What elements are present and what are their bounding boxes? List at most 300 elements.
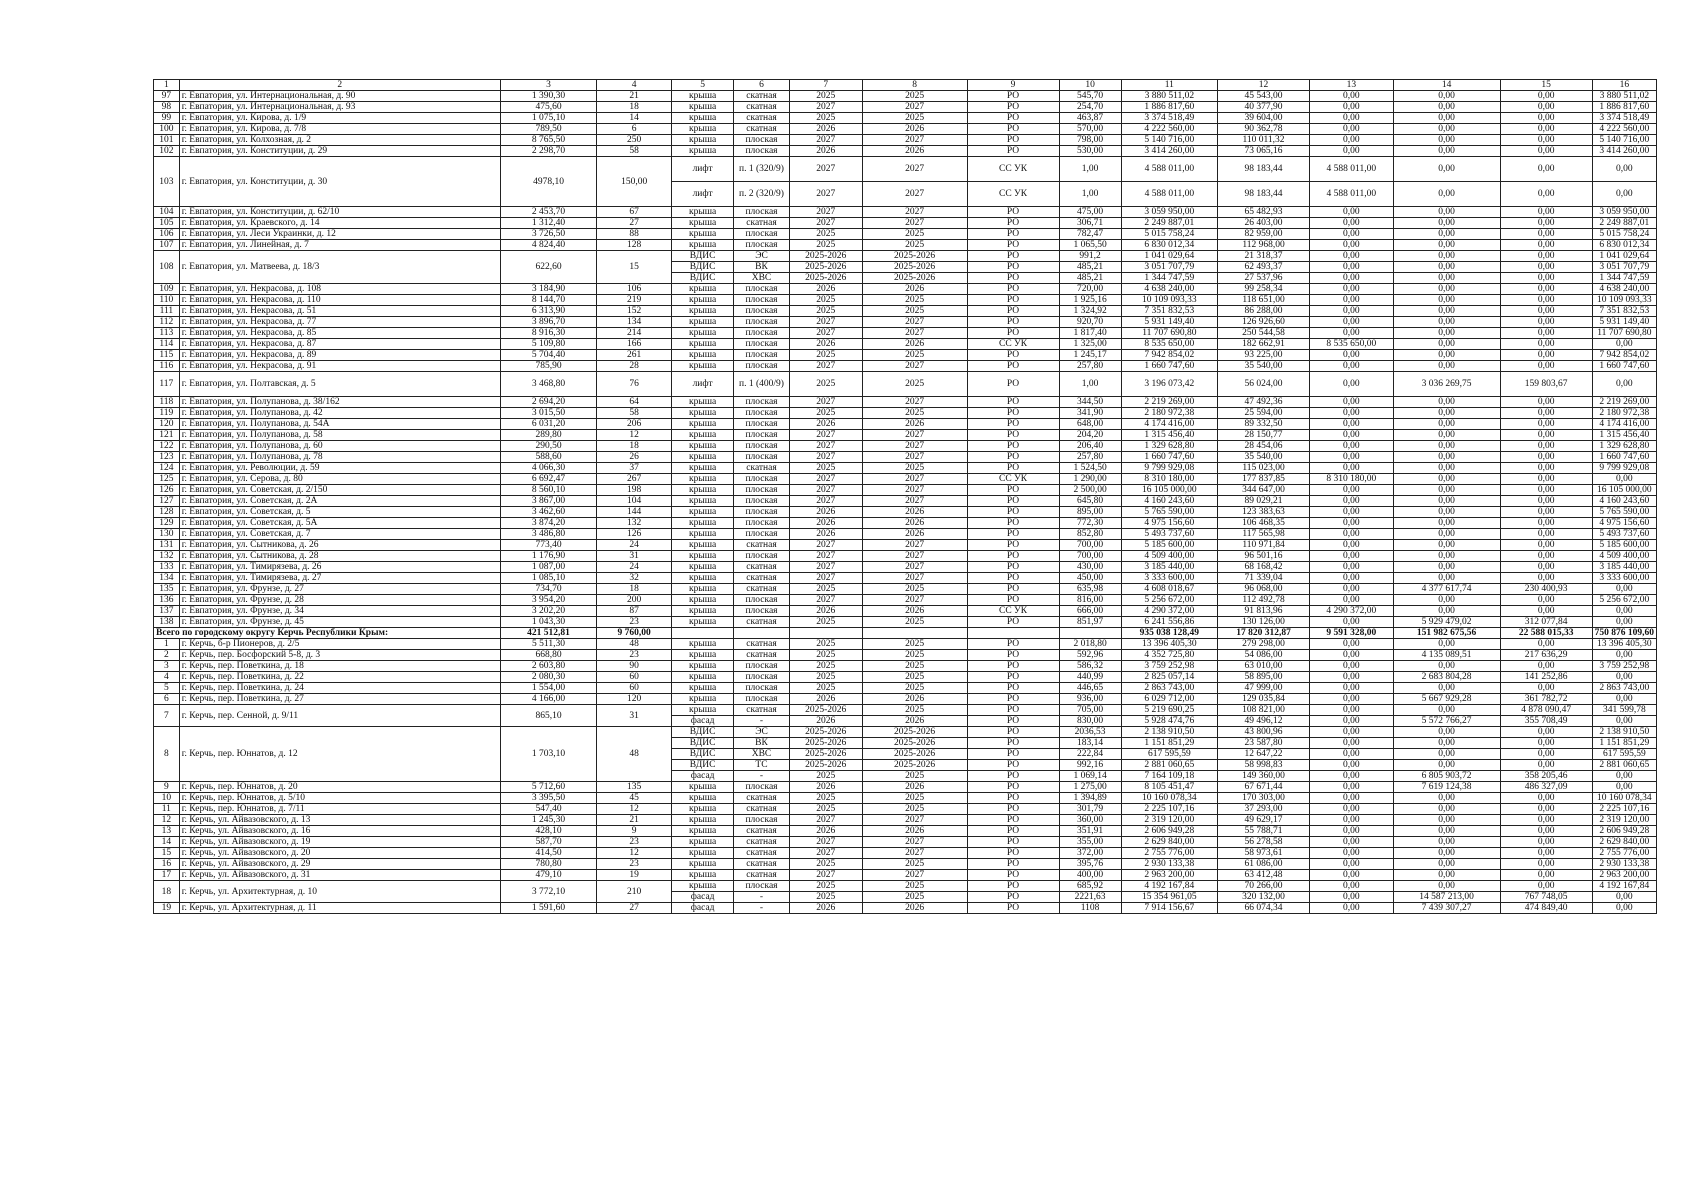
building-area: 1 591,60 [500,903,596,914]
building-address: г. Керчь, пер. Юннатов, д. 12 [179,727,500,782]
work-subtype: плоская [734,419,790,430]
deadline-year: 2026 [862,507,967,518]
work-volume: 772,30 [1059,518,1121,529]
specific-cost: 99 258,34 [1218,284,1310,295]
work-subtype: плоская [734,430,790,441]
work-volume: 798,00 [1059,135,1121,146]
local-budget: 0,00 [1500,848,1592,859]
plan-year: 2027 [789,474,862,485]
regional-fund: 2 219 269,00 [1592,397,1656,408]
plan-year: 2027 [789,540,862,551]
residents-count: 15 [597,251,672,284]
funding-method: РО [967,892,1059,903]
residents-count: 60 [597,683,672,694]
building-area: 1 245,30 [500,815,596,826]
building-address: г. Евпатория, ул. Кирова, д. 7/8 [179,124,500,135]
funding-method: РО [967,218,1059,229]
table-row [154,705,1657,716]
work-type: крыша [672,540,734,551]
plan-year: 2026 [789,419,862,430]
funding-method: СС УК [967,606,1059,617]
work-volume: 936,00 [1059,694,1121,705]
work-volume: 666,00 [1059,606,1121,617]
work-subtype: плоская [734,240,790,251]
funding-method: РО [967,848,1059,859]
specific-cost: 62 493,37 [1218,262,1310,273]
subsidy-budget: 0,00 [1393,430,1500,441]
specific-cost: 35 540,00 [1218,361,1310,372]
subsidy-budget: 0,00 [1393,240,1500,251]
building-address: г. Евпатория, ул. Некрасова, д. 108 [179,284,500,295]
table-row [154,870,1657,881]
table-row [154,562,1657,573]
funding-method: РО [967,595,1059,606]
residents-count: 250 [597,135,672,146]
local-budget: 0,00 [1500,229,1592,240]
regional-fund: 2 629 840,00 [1592,837,1656,848]
plan-year: 2025 [789,295,862,306]
fund-cost-owners: 0,00 [1310,727,1394,738]
funding-method: РО [967,229,1059,240]
regional-fund: 0,00 [1592,672,1656,683]
building-address: г. Керчь, пер. Поветкина, д. 18 [179,661,500,672]
deadline-year: 2027 [862,441,967,452]
work-subtype: скатная [734,540,790,551]
deadline-year: 2025 [862,771,967,782]
regional-fund: 3 051 707,79 [1592,262,1656,273]
regional-fund: 3 059 950,00 [1592,207,1656,218]
funding-method: РО [967,540,1059,551]
work-subtype: плоская [734,529,790,540]
total-cost: 2 825 057,14 [1121,672,1217,683]
building-area: 1 087,00 [500,562,596,573]
work-type: крыша [672,782,734,793]
row-number: 19 [154,903,180,914]
work-type: крыша [672,102,734,113]
row-number: 14 [154,837,180,848]
building-area: 3 015,50 [500,408,596,419]
specific-cost: 177 837,85 [1218,474,1310,485]
subsidy-budget: 0,00 [1393,540,1500,551]
local-budget: 0,00 [1500,328,1592,339]
deadline-year: 2027 [862,182,967,207]
work-subtype: скатная [734,113,790,124]
total-cost: 1 660 747,60 [1121,452,1217,463]
regional-fund: 0,00 [1592,182,1656,207]
building-area: 865,10 [500,705,596,727]
row-number: 103 [154,157,180,207]
specific-cost: 96 068,00 [1218,584,1310,595]
column-number-header: 1 [154,80,180,91]
work-subtype: скатная [734,218,790,229]
plan-year: 2027 [789,562,862,573]
building-address: г. Евпатория, ул. Краевского, д. 14 [179,218,500,229]
residents-count: 45 [597,793,672,804]
local-budget: 0,00 [1500,595,1592,606]
local-budget: 767 748,05 [1500,892,1592,903]
building-area: 2 298,70 [500,146,596,157]
specific-cost: 96 501,16 [1218,551,1310,562]
deadline-year: 2027 [862,540,967,551]
residents-count: 58 [597,408,672,419]
work-subtype: плоская [734,485,790,496]
subsidy-budget: 0,00 [1393,397,1500,408]
fund-cost-owners: 8 535 650,00 [1310,339,1394,350]
plan-year: 2026 [789,124,862,135]
building-address: г. Керчь, ул. Архитектурная, д. 10 [179,881,500,903]
work-volume: 1108 [1059,903,1121,914]
work-type: крыша [672,419,734,430]
fund-cost-owners: 0,00 [1310,804,1394,815]
specific-cost: 250 544,58 [1218,328,1310,339]
work-volume: 301,79 [1059,804,1121,815]
deadline-year: 2027 [862,562,967,573]
specific-cost: 47 492,36 [1218,397,1310,408]
work-volume: 257,80 [1059,361,1121,372]
deadline-year: 2026 [862,826,967,837]
funding-method: РО [967,397,1059,408]
funding-method: РО [967,584,1059,595]
plan-year: 2025 [789,463,862,474]
regional-fund: 4 509 400,00 [1592,551,1656,562]
total-cost: 2 606 949,28 [1121,826,1217,837]
column-number-header: 4 [597,80,672,91]
building-address: г. Евпатория, ул. Некрасова, д. 110 [179,295,500,306]
residents-count: 128 [597,240,672,251]
funding-method: РО [967,694,1059,705]
building-address: г. Евпатория, ул. Сытникова, д. 28 [179,551,500,562]
specific-cost: 126 926,60 [1218,317,1310,328]
table-row [154,683,1657,694]
table-row [154,229,1657,240]
deadline-year: 2027 [862,595,967,606]
funding-method: РО [967,815,1059,826]
local-budget: 0,00 [1500,251,1592,262]
residents-count: 106 [597,284,672,295]
deadline-year: 2025 [862,705,967,716]
row-number: 2 [154,650,180,661]
row-number: 138 [154,617,180,628]
work-volume: 306,71 [1059,218,1121,229]
subsidy-budget: 0,00 [1393,485,1500,496]
local-budget: 0,00 [1500,738,1592,749]
total-cost: 4 588 011,00 [1121,182,1217,207]
subsidy-budget: 0,00 [1393,113,1500,124]
work-volume [1059,628,1121,639]
residents-count: 120 [597,694,672,705]
row-number: 125 [154,474,180,485]
row-number: 122 [154,441,180,452]
specific-cost: 123 383,63 [1218,507,1310,518]
deadline-year: 2027 [862,573,967,584]
building-area: 1 075,10 [500,113,596,124]
building-area: 8 144,70 [500,295,596,306]
local-budget: 0,00 [1500,837,1592,848]
specific-cost: 71 339,04 [1218,573,1310,584]
residents-count: 18 [597,584,672,595]
building-area: 479,10 [500,870,596,881]
residents-count: 31 [597,551,672,562]
work-subtype: плоская [734,328,790,339]
fund-cost-owners: 0,00 [1310,306,1394,317]
table-row [154,859,1657,870]
total-cost: 1 315 456,40 [1121,430,1217,441]
total-cost: 617 595,59 [1121,749,1217,760]
plan-year: 2027 [789,102,862,113]
row-number: 9 [154,782,180,793]
column-number-header: 5 [672,80,734,91]
building-area: 5 712,60 [500,782,596,793]
specific-cost: 58 895,00 [1218,672,1310,683]
work-volume: 685,92 [1059,881,1121,892]
regional-fund: 0,00 [1592,650,1656,661]
table-row [154,397,1657,408]
subsidy-budget: 0,00 [1393,507,1500,518]
funding-method: РО [967,452,1059,463]
row-number: 4 [154,672,180,683]
table-row [154,672,1657,683]
subsidy-budget: 0,00 [1393,135,1500,146]
work-type: крыша [672,146,734,157]
work-subtype: плоская [734,135,790,146]
deadline-year: 2026 [862,606,967,617]
building-area: 668,80 [500,650,596,661]
fund-cost-owners: 0,00 [1310,317,1394,328]
residents-count: 31 [597,705,672,727]
work-type: крыша [672,518,734,529]
building-address: г. Евпатория, ул. Советская, д. 2/150 [179,485,500,496]
building-address: г. Евпатория, ул. Полтавская, д. 5 [179,372,500,397]
work-type: фасад [672,903,734,914]
work-volume: 570,00 [1059,124,1121,135]
plan-year: 2025 [789,91,862,102]
regional-fund: 2 180 972,38 [1592,408,1656,419]
building-area: 290,50 [500,441,596,452]
plan-year: 2026 [789,826,862,837]
work-volume: 395,76 [1059,859,1121,870]
work-type: крыша [672,496,734,507]
regional-fund: 0,00 [1592,339,1656,350]
table-row [154,826,1657,837]
work-type: крыша [672,284,734,295]
plan-year: 2025 [789,683,862,694]
building-address: г. Евпатория, ул. Конституции, д. 29 [179,146,500,157]
fund-cost-owners: 0,00 [1310,859,1394,870]
regional-fund: 6 830 012,34 [1592,240,1656,251]
funding-method: РО [967,727,1059,738]
subsidy-budget: 0,00 [1393,284,1500,295]
plan-year: 2027 [789,182,862,207]
total-cost: 2 225 107,16 [1121,804,1217,815]
deadline-year: 2025 [862,408,967,419]
work-subtype: ХВС [734,749,790,760]
table-row [154,361,1657,372]
total-cost: 4 160 243,60 [1121,496,1217,507]
fund-cost-owners: 0,00 [1310,562,1394,573]
subsidy-budget: 0,00 [1393,452,1500,463]
work-type: крыша [672,339,734,350]
deadline-year: 2025 [862,584,967,595]
table-row [154,251,1657,262]
fund-cost-owners: 0,00 [1310,837,1394,848]
specific-cost: 17 820 312,87 [1218,628,1310,639]
specific-cost: 63 412,48 [1218,870,1310,881]
regional-fund: 1 329 628,80 [1592,441,1656,452]
regional-fund: 11 707 690,80 [1592,328,1656,339]
total-cost: 1 344 747,59 [1121,273,1217,284]
work-type: ВДИС [672,749,734,760]
subsidy-budget: 0,00 [1393,606,1500,617]
subsidy-budget: 0,00 [1393,419,1500,430]
local-budget: 0,00 [1500,218,1592,229]
deadline-year: 2025 [862,793,967,804]
residents-count: 261 [597,350,672,361]
fund-cost-owners: 0,00 [1310,350,1394,361]
building-address: г. Керчь, пер. Поветкина, д. 22 [179,672,500,683]
local-budget: 355 708,49 [1500,716,1592,727]
deadline-year: 2027 [862,870,967,881]
plan-year: 2025 [789,306,862,317]
residents-count: 48 [597,727,672,782]
residents-count: 64 [597,397,672,408]
row-number: 120 [154,419,180,430]
plan-year: 2025-2026 [789,760,862,771]
subsidy-budget: 0,00 [1393,441,1500,452]
work-type: крыша [672,135,734,146]
plan-year: 2025 [789,113,862,124]
row-number: 111 [154,306,180,317]
residents-count: 210 [597,881,672,903]
residents-count: 87 [597,606,672,617]
total-cost: 8 310 180,00 [1121,474,1217,485]
work-volume: 351,91 [1059,826,1121,837]
deadline-year: 2026 [862,419,967,430]
table-row [154,441,1657,452]
column-number-header: 10 [1059,80,1121,91]
total-cost: 2 881 060,65 [1121,760,1217,771]
row-number: 1 [154,639,180,650]
plan-year: 2025-2026 [789,705,862,716]
plan-year: 2025 [789,584,862,595]
local-budget: 0,00 [1500,551,1592,562]
subsidy-budget: 0,00 [1393,273,1500,284]
work-subtype: - [734,903,790,914]
row-number: 7 [154,705,180,727]
subsidy-budget: 0,00 [1393,157,1500,182]
work-type: крыша [672,661,734,672]
fund-cost-owners: 0,00 [1310,683,1394,694]
column-number-header: 8 [862,80,967,91]
funding-method: РО [967,661,1059,672]
plan-year: 2027 [789,135,862,146]
fund-cost-owners: 0,00 [1310,146,1394,157]
residents-count: 23 [597,837,672,848]
funding-method: РО [967,262,1059,273]
plan-year: 2025 [789,372,862,397]
fund-cost-owners: 0,00 [1310,124,1394,135]
total-cost: 1 151 851,29 [1121,738,1217,749]
plan-year: 2025 [789,672,862,683]
work-subtype: скатная [734,837,790,848]
row-number: 18 [154,881,180,903]
deadline-year: 2027 [862,135,967,146]
regional-fund: 2 138 910,50 [1592,727,1656,738]
regional-fund: 3 759 252,98 [1592,661,1656,672]
local-budget: 0,00 [1500,91,1592,102]
building-area: 3 772,10 [500,881,596,903]
work-type: крыша [672,529,734,540]
deadline-year: 2027 [862,837,967,848]
building-area: 789,50 [500,124,596,135]
building-area: 3 462,60 [500,507,596,518]
work-volume: 183,14 [1059,738,1121,749]
plan-year: 2025-2026 [789,727,862,738]
plan-year: 2027 [789,361,862,372]
total-cost: 2 319 120,00 [1121,815,1217,826]
work-type: крыша [672,452,734,463]
building-address: г. Евпатория, ул. Линейная, д. 7 [179,240,500,251]
work-subtype: скатная [734,124,790,135]
funding-method: РО [967,251,1059,262]
table-row [154,529,1657,540]
specific-cost: 43 800,96 [1218,727,1310,738]
funding-method: РО [967,350,1059,361]
table-row [154,595,1657,606]
plan-year: 2025 [789,804,862,815]
plan-year: 2025 [789,650,862,661]
work-volume: 700,00 [1059,540,1121,551]
fund-cost-owners: 0,00 [1310,361,1394,372]
column-number-header: 14 [1393,80,1500,91]
work-type: крыша [672,218,734,229]
local-budget: 0,00 [1500,518,1592,529]
building-area: 428,10 [500,826,596,837]
work-subtype: ЭС [734,727,790,738]
funding-method: РО [967,113,1059,124]
total-cost: 3 185 440,00 [1121,562,1217,573]
specific-cost: 98 183,44 [1218,157,1310,182]
total-cost: 4 588 011,00 [1121,157,1217,182]
building-address: г. Евпатория, ул. Полупанова, д. 42 [179,408,500,419]
fund-cost-owners: 0,00 [1310,771,1394,782]
building-address: г. Керчь, ул. Айвазовского, д. 16 [179,826,500,837]
deadline-year: 2025 [862,639,967,650]
subsidy-budget: 3 036 269,75 [1393,372,1500,397]
deadline-year: 2025-2026 [862,760,967,771]
building-area: 2 694,20 [500,397,596,408]
work-volume: 1 925,16 [1059,295,1121,306]
table-row [154,430,1657,441]
table-row [154,146,1657,157]
plan-year: 2027 [789,328,862,339]
work-type: ВДИС [672,251,734,262]
building-area: 2 603,80 [500,661,596,672]
work-subtype: п. 1 (400/9) [734,372,790,397]
work-subtype: скатная [734,102,790,113]
fund-cost-owners: 0,00 [1310,584,1394,595]
work-volume: 450,00 [1059,573,1121,584]
table-row [154,207,1657,218]
total-cost: 4 290 372,00 [1121,606,1217,617]
work-subtype: плоская [734,441,790,452]
funding-method: РО [967,273,1059,284]
total-cost: 4 352 725,80 [1121,650,1217,661]
building-address: г. Евпатория, ул. Тимирязева, д. 26 [179,562,500,573]
residents-count: 58 [597,146,672,157]
plan-year: 2025-2026 [789,262,862,273]
residents-count: 166 [597,339,672,350]
fund-cost-owners: 0,00 [1310,441,1394,452]
